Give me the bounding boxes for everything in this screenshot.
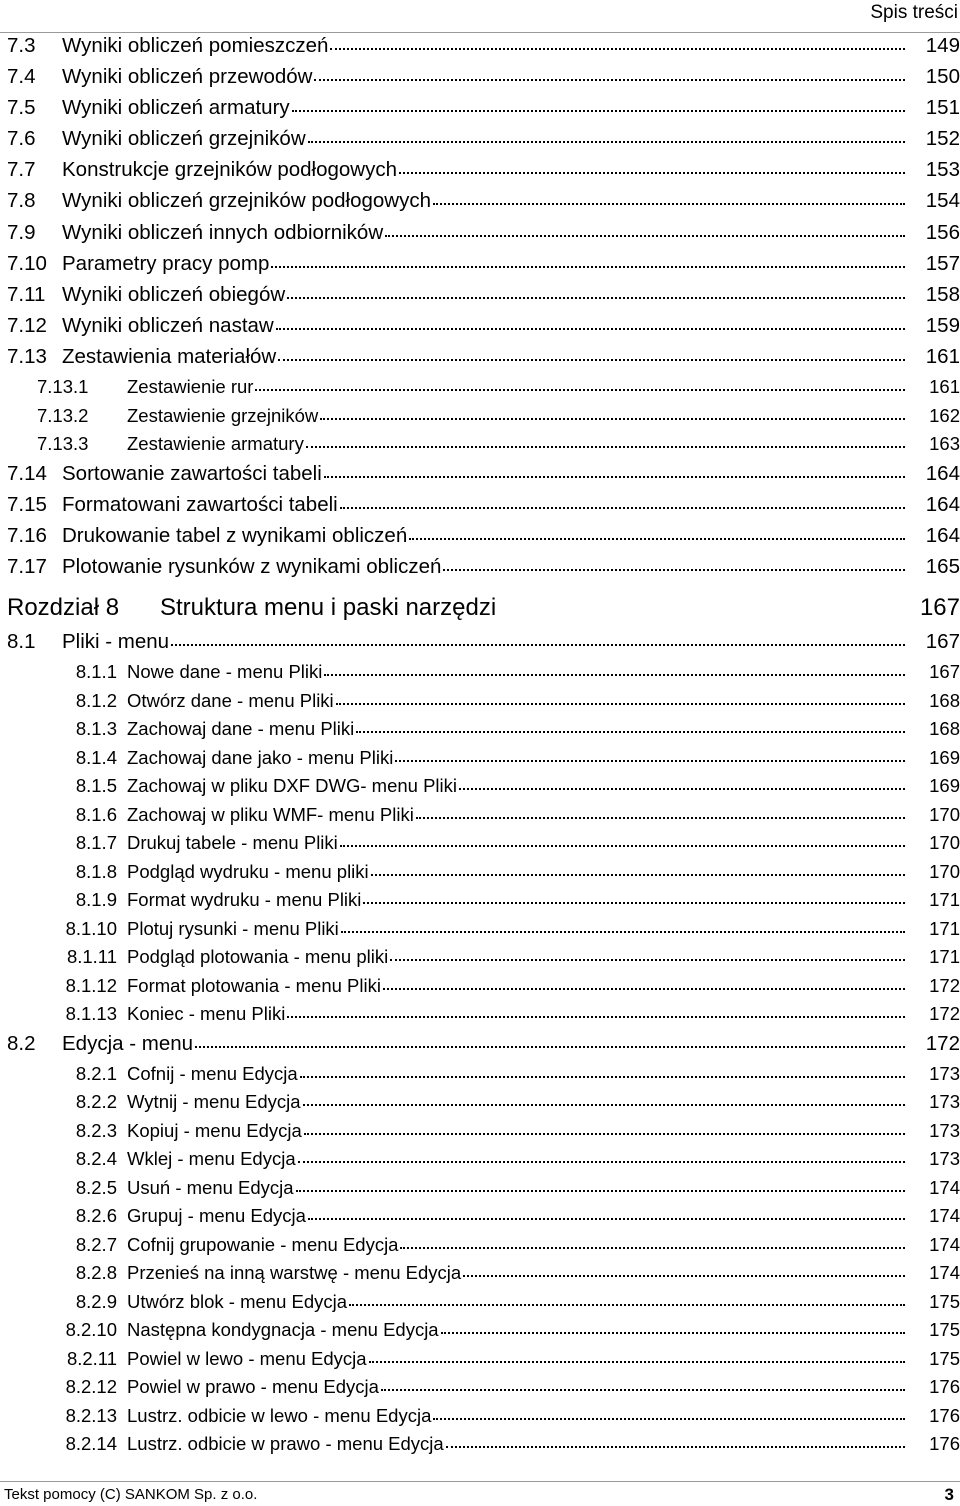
toc-entry[interactable]	[0, 1348, 960, 1377]
toc-entry-title: Wyniki obliczeń innych odbiorników	[62, 220, 384, 244]
toc-entry-leader	[320, 418, 905, 420]
toc-entry[interactable]	[0, 804, 960, 833]
toc-entry[interactable]	[0, 189, 960, 220]
toc-entry-number: 7.13.1	[37, 376, 89, 398]
toc-entry-title: Zachowaj dane jako - menu Pliki	[127, 746, 394, 768]
toc-entry-title: Wyniki obliczeń pomieszczeń	[62, 34, 329, 57]
toc-entry-leader	[298, 1161, 905, 1163]
toc-entry-title: Podgląd plotowania - menu pliki	[127, 946, 389, 967]
toc-entry-title: Plotuj rysunki - menu Pliki	[127, 917, 339, 939]
toc-entry-page: 158	[925, 282, 960, 306]
toc-entry[interactable]	[0, 1405, 960, 1434]
toc-entry[interactable]	[0, 34, 960, 65]
toc-entry-number: 7.5	[7, 96, 36, 120]
toc-entry[interactable]	[0, 630, 960, 661]
toc-entry-leader	[255, 389, 905, 391]
toc-entry-leader	[400, 1247, 905, 1249]
toc-entry-number: 8.1.10	[65, 917, 117, 939]
toc-entry-title: Cofnij grupowanie - menu Edycja	[127, 1233, 399, 1255]
toc-entry-page: 149	[925, 34, 960, 57]
toc-entry-leader	[383, 988, 905, 990]
toc-entry-title: Drukuj tabele - menu Pliki	[127, 832, 338, 853]
toc-entry-leader	[304, 1133, 905, 1135]
toc-entry-title: Edycja - menu	[62, 1031, 194, 1055]
toc-entry-number: 7.17	[7, 554, 47, 578]
toc-entry-number: 8.2.5	[75, 1176, 117, 1198]
toc-entry-page: 168	[929, 718, 960, 739]
toc-entry-title: Wyniki obliczeń nastaw	[62, 313, 274, 337]
toc-entry-leader	[399, 172, 905, 174]
toc-entry-page: 170	[929, 860, 960, 882]
chapter-page: 167	[919, 593, 960, 621]
toc-entry-page: 150	[925, 65, 960, 89]
toc-entry-title: Lustrz. odbicie w prawo - menu Edycja	[127, 1433, 444, 1455]
toc-entry-leader	[433, 1418, 905, 1420]
toc-entry-page: 171	[929, 917, 960, 939]
toc-entry[interactable]	[0, 747, 960, 776]
toc-entry-page: 168	[929, 689, 960, 711]
toc-entry-title: Wklej - menu Edycja	[127, 1148, 296, 1170]
toc-entry-number: 7.6	[7, 127, 36, 151]
toc-entry-page: 170	[929, 832, 960, 853]
toc-entry-title: Zachowaj w pliku DXF DWG- menu Pliki	[127, 775, 457, 796]
toc-entry-page: 167	[929, 661, 960, 682]
toc-entry-title: Otwórz dane - menu Pliki	[127, 689, 334, 711]
toc-entry-leader	[371, 874, 905, 876]
toc-entry-number: 8.2	[7, 1031, 36, 1055]
toc-entry-title: Powiel w lewo - menu Edycja	[127, 1347, 367, 1369]
toc-entry-number: 8.2.13	[65, 1404, 117, 1426]
toc-entry[interactable]	[0, 1148, 960, 1177]
toc-entry-number: 7.13	[7, 344, 47, 368]
toc-entry-page: 171	[929, 946, 960, 967]
toc-entry-title: Lustrz. odbicie w lewo - menu Edycja	[127, 1404, 432, 1426]
toc-entry-title: Formatowani zawartości tabeli	[62, 492, 338, 516]
toc-entry-leader	[369, 1361, 905, 1363]
toc-entry[interactable]	[0, 127, 960, 158]
toc-entry-page: 175	[929, 1319, 960, 1341]
toc-entry-number: 7.14	[7, 461, 47, 485]
toc-entry-title: Cofnij - menu Edycja	[127, 1062, 298, 1084]
toc-entry-number: 8.1.6	[75, 803, 117, 825]
toc-entry-page: 172	[929, 974, 960, 996]
toc-entry-title: Plotowanie rysunków z wynikami obliczeń	[62, 554, 442, 578]
toc-entry-number: 8.1.3	[75, 718, 117, 739]
toc-entry-page: 151	[925, 96, 960, 120]
toc-entry-title: Przenieś na inną warstwę - menu Edycja	[127, 1262, 462, 1284]
toc-entry[interactable]	[0, 832, 960, 861]
toc-entry-leader	[278, 359, 905, 361]
toc-entry-leader	[292, 110, 905, 112]
toc-entry[interactable]	[0, 775, 960, 804]
toc-entry-number: 8.1.8	[75, 860, 117, 882]
toc-entry[interactable]	[0, 1433, 960, 1462]
toc-entry-number: 8.2.1	[75, 1062, 117, 1084]
toc-entry-number: 7.16	[7, 523, 47, 547]
toc-entry-number: 8.2.9	[75, 1290, 117, 1312]
toc-entry-page: 176	[929, 1376, 960, 1398]
toc-entry-title: Koniec - menu Pliki	[127, 1003, 286, 1024]
toc-entry[interactable]	[0, 65, 960, 96]
toc-entry-page: 164	[925, 523, 960, 547]
toc-entry-number: 8.2.4	[75, 1148, 117, 1170]
toc-entry-page: 174	[929, 1233, 960, 1255]
toc-entry-title: Usuń - menu Edycja	[127, 1176, 294, 1198]
toc-entry-title: Format wydruku - menu Pliki	[127, 889, 362, 910]
toc-entry-leader	[381, 1389, 905, 1391]
toc-entry-title: Zestawienie grzejników	[127, 404, 319, 426]
toc-entry-title: Wyniki obliczeń armatury	[62, 96, 290, 120]
toc-entry-title: Wytnij - menu Edycja	[127, 1091, 301, 1113]
toc-entry-number: 8.2.12	[65, 1376, 117, 1398]
toc-entry-title: Wyniki obliczeń przewodów	[62, 65, 313, 89]
toc-entry-page: 161	[925, 344, 960, 368]
header-title: Spis treści	[870, 2, 958, 23]
chapter-heading[interactable]	[0, 586, 960, 630]
toc-entry-number: 8.1	[7, 629, 36, 653]
toc-entry-title: Wyniki obliczeń obiegów	[62, 282, 286, 306]
toc-entry[interactable]	[0, 376, 960, 405]
toc-entry-number: 8.2.7	[75, 1233, 117, 1255]
footer-page-number: 3	[944, 1485, 954, 1504]
chapter-title: Struktura menu i paski narzędzi	[160, 593, 497, 621]
toc-entry[interactable]	[0, 405, 960, 434]
toc-entry-page: 167	[925, 629, 960, 653]
toc-entry-number: 7.10	[7, 251, 47, 275]
toc-entry[interactable]	[0, 462, 960, 493]
toc-entry-leader	[336, 703, 905, 705]
toc-entry-number: 7.9	[7, 220, 36, 244]
page-footer	[0, 1481, 960, 1506]
toc-entry[interactable]	[0, 718, 960, 747]
toc-entry-page: 173	[929, 1148, 960, 1170]
toc-entry-title: Zestawienia materiałów	[62, 344, 277, 368]
toc-entry-leader	[287, 1016, 905, 1018]
toc-entry[interactable]	[0, 889, 960, 918]
toc-entry[interactable]	[0, 946, 960, 975]
toc-entry[interactable]	[0, 1262, 960, 1291]
toc-entry-number: 8.2.3	[75, 1119, 117, 1141]
toc-entry-page: 172	[925, 1031, 960, 1055]
toc-entry[interactable]	[0, 524, 960, 555]
toc-entry[interactable]	[0, 345, 960, 376]
toc-entry-title: Grupuj - menu Edycja	[127, 1205, 306, 1227]
toc-entry-title: Drukowanie tabel z wynikami obliczeń	[62, 523, 408, 547]
toc-entry-number: 8.2.6	[75, 1205, 117, 1227]
toc-entry[interactable]	[0, 493, 960, 524]
chapter-number: Rozdział 8	[7, 593, 120, 621]
toc-entry[interactable]	[0, 283, 960, 314]
toc-entry-leader	[306, 446, 905, 448]
toc-entry-number: 8.2.11	[66, 1347, 117, 1369]
toc-entry[interactable]	[0, 690, 960, 719]
toc-entry-leader	[314, 79, 905, 81]
toc-entry-number: 8.2.14	[65, 1433, 117, 1455]
toc-entry-number: 7.12	[7, 313, 47, 337]
toc-entry-page: 174	[929, 1176, 960, 1198]
toc-entry-leader	[324, 674, 905, 676]
toc-entry-title: Parametry pracy pomp	[62, 251, 270, 275]
toc-entry-page: 156	[925, 220, 960, 244]
toc-entry[interactable]	[0, 1177, 960, 1206]
toc-entry-leader	[395, 760, 905, 762]
toc-entry-title: Nowe dane - menu Pliki	[127, 661, 323, 682]
toc-entry[interactable]	[0, 1003, 960, 1032]
toc-entry-leader	[385, 235, 905, 237]
toc-entry[interactable]	[0, 96, 960, 127]
toc-entry-number: 7.7	[7, 158, 36, 182]
toc-entry-leader	[308, 141, 905, 143]
toc-entry[interactable]	[0, 433, 960, 462]
toc-entry-number: 8.1.9	[75, 889, 117, 910]
toc-entry-page: 175	[929, 1347, 960, 1369]
toc-entry[interactable]	[0, 975, 960, 1004]
toc-entry-number: 7.13.2	[37, 404, 89, 426]
toc-entry-leader	[308, 1218, 905, 1220]
toc-entry-number: 8.2.2	[75, 1091, 117, 1113]
toc-entry-page: 174	[929, 1205, 960, 1227]
toc-entry-title: Podgląd wydruku - menu pliki	[127, 860, 369, 882]
toc-entry-leader	[356, 731, 905, 733]
toc-entry-leader	[324, 476, 905, 478]
toc-entry-leader	[303, 1104, 905, 1106]
toc-entry-number: 8.2.10	[65, 1319, 117, 1341]
toc-entry-leader	[300, 1076, 905, 1078]
toc-entry-title: Format plotowania - menu Pliki	[127, 974, 381, 996]
toc-entry-page: 174	[929, 1262, 960, 1284]
toc-entry[interactable]	[0, 1205, 960, 1234]
table-of-contents	[0, 34, 960, 1462]
toc-entry-leader	[171, 644, 905, 646]
toc-entry[interactable]	[0, 221, 960, 252]
toc-entry[interactable]	[0, 1032, 960, 1063]
toc-entry-page: 157	[925, 251, 960, 275]
toc-entry[interactable]	[0, 861, 960, 890]
toc-entry-page: 154	[925, 189, 960, 213]
toc-entry-page: 162	[929, 404, 960, 426]
toc-entry-title: Pliki - menu	[62, 629, 170, 653]
toc-entry[interactable]	[0, 1319, 960, 1348]
toc-entry-page: 163	[929, 433, 960, 455]
toc-entry-leader	[271, 266, 905, 268]
toc-entry-number: 8.1.4	[75, 746, 117, 768]
toc-entry[interactable]	[0, 158, 960, 189]
toc-entry-page: 161	[929, 376, 960, 398]
toc-entry-leader	[441, 1332, 905, 1334]
toc-entry-leader	[276, 328, 905, 330]
toc-entry-leader	[443, 569, 905, 571]
toc-entry[interactable]	[0, 1091, 960, 1120]
toc-entry-page: 165	[925, 554, 960, 578]
toc-entry-page: 173	[929, 1091, 960, 1113]
toc-entry-leader	[390, 959, 905, 961]
toc-entry-title: Wyniki obliczeń grzejników podłogowych	[62, 189, 431, 213]
toc-entry-title: Zachowaj w pliku WMF- menu Pliki	[127, 803, 414, 825]
toc-entry-title: Zestawienie armatury	[127, 433, 304, 455]
toc-entry[interactable]	[0, 555, 960, 586]
toc-entry-number: 8.1.11	[66, 946, 117, 967]
toc-entry-leader	[459, 788, 905, 790]
toc-entry-title: Sortowanie zawartości tabeli	[62, 461, 322, 485]
toc-entry-leader	[341, 931, 905, 933]
toc-entry-page: 171	[929, 889, 960, 910]
toc-entry-leader	[340, 507, 905, 509]
toc-entry-number: 8.1.13	[65, 1003, 117, 1024]
toc-entry-page: 176	[929, 1433, 960, 1455]
toc-entry-leader	[195, 1046, 905, 1048]
toc-entry[interactable]	[0, 1234, 960, 1263]
toc-entry-leader	[433, 203, 905, 205]
toc-entry-number: 8.1.12	[65, 974, 117, 996]
toc-entry-page: 170	[929, 803, 960, 825]
toc-entry-leader	[296, 1190, 905, 1192]
toc-entry-title: Następna kondygnacja - menu Edycja	[127, 1319, 439, 1341]
toc-entry-leader	[349, 1304, 905, 1306]
toc-entry[interactable]	[0, 1376, 960, 1405]
toc-entry-page: 175	[929, 1290, 960, 1312]
toc-entry-number: 7.3	[7, 34, 36, 57]
toc-entry-leader	[330, 48, 905, 50]
toc-entry-page: 164	[925, 461, 960, 485]
toc-entry[interactable]	[0, 918, 960, 947]
toc-entry-page: 152	[925, 127, 960, 151]
toc-entry-title: Zestawienie rur	[127, 376, 254, 398]
toc-entry-title: Utwórz blok - menu Edycja	[127, 1290, 348, 1312]
toc-entry-title: Zachowaj dane - menu Pliki	[127, 718, 355, 739]
toc-entry-number: 8.1.5	[75, 775, 117, 796]
toc-entry-page: 164	[925, 492, 960, 516]
toc-entry-leader	[340, 845, 905, 847]
toc-entry-leader	[463, 1275, 905, 1277]
toc-entry-title: Wyniki obliczeń grzejników	[62, 127, 306, 151]
toc-entry-leader	[416, 817, 905, 819]
toc-entry[interactable]	[0, 1291, 960, 1320]
toc-entry-page: 153	[925, 158, 960, 182]
toc-entry-title: Kopiuj - menu Edycja	[127, 1119, 302, 1141]
toc-entry-leader	[287, 297, 905, 299]
toc-entry-leader	[409, 538, 905, 540]
toc-entry-page: 173	[929, 1062, 960, 1084]
footer-copyright: Tekst pomocy (C) SANKOM Sp. z o.o.	[4, 1486, 258, 1503]
toc-entry-leader	[363, 902, 905, 904]
toc-entry-number: 7.15	[7, 492, 47, 516]
toc-entry-title: Konstrukcje grzejników podłogowych	[62, 158, 398, 182]
toc-entry-page: 173	[929, 1119, 960, 1141]
toc-entry[interactable]	[0, 314, 960, 345]
toc-entry-number: 8.1.1	[75, 661, 117, 682]
toc-entry-leader	[446, 1446, 905, 1448]
toc-entry[interactable]	[0, 252, 960, 283]
toc-entry-page: 172	[929, 1003, 960, 1024]
page-header	[0, 0, 960, 33]
toc-entry-number: 8.2.8	[75, 1262, 117, 1284]
toc-entry-number: 7.8	[7, 189, 36, 213]
toc-entry-page: 169	[929, 746, 960, 768]
toc-entry-number: 7.4	[7, 65, 36, 89]
toc-entry-number: 8.1.2	[75, 689, 117, 711]
toc-entry-page: 176	[929, 1404, 960, 1426]
toc-entry[interactable]	[0, 1120, 960, 1149]
toc-entry-page: 159	[925, 313, 960, 337]
toc-entry-number: 8.1.7	[75, 832, 117, 853]
toc-entry-page: 169	[929, 775, 960, 796]
toc-entry[interactable]	[0, 661, 960, 690]
toc-entry[interactable]	[0, 1063, 960, 1092]
toc-entry-title: Powiel w prawo - menu Edycja	[127, 1376, 379, 1398]
toc-entry-number: 7.11	[7, 282, 46, 306]
toc-entry-number: 7.13.3	[37, 433, 89, 455]
